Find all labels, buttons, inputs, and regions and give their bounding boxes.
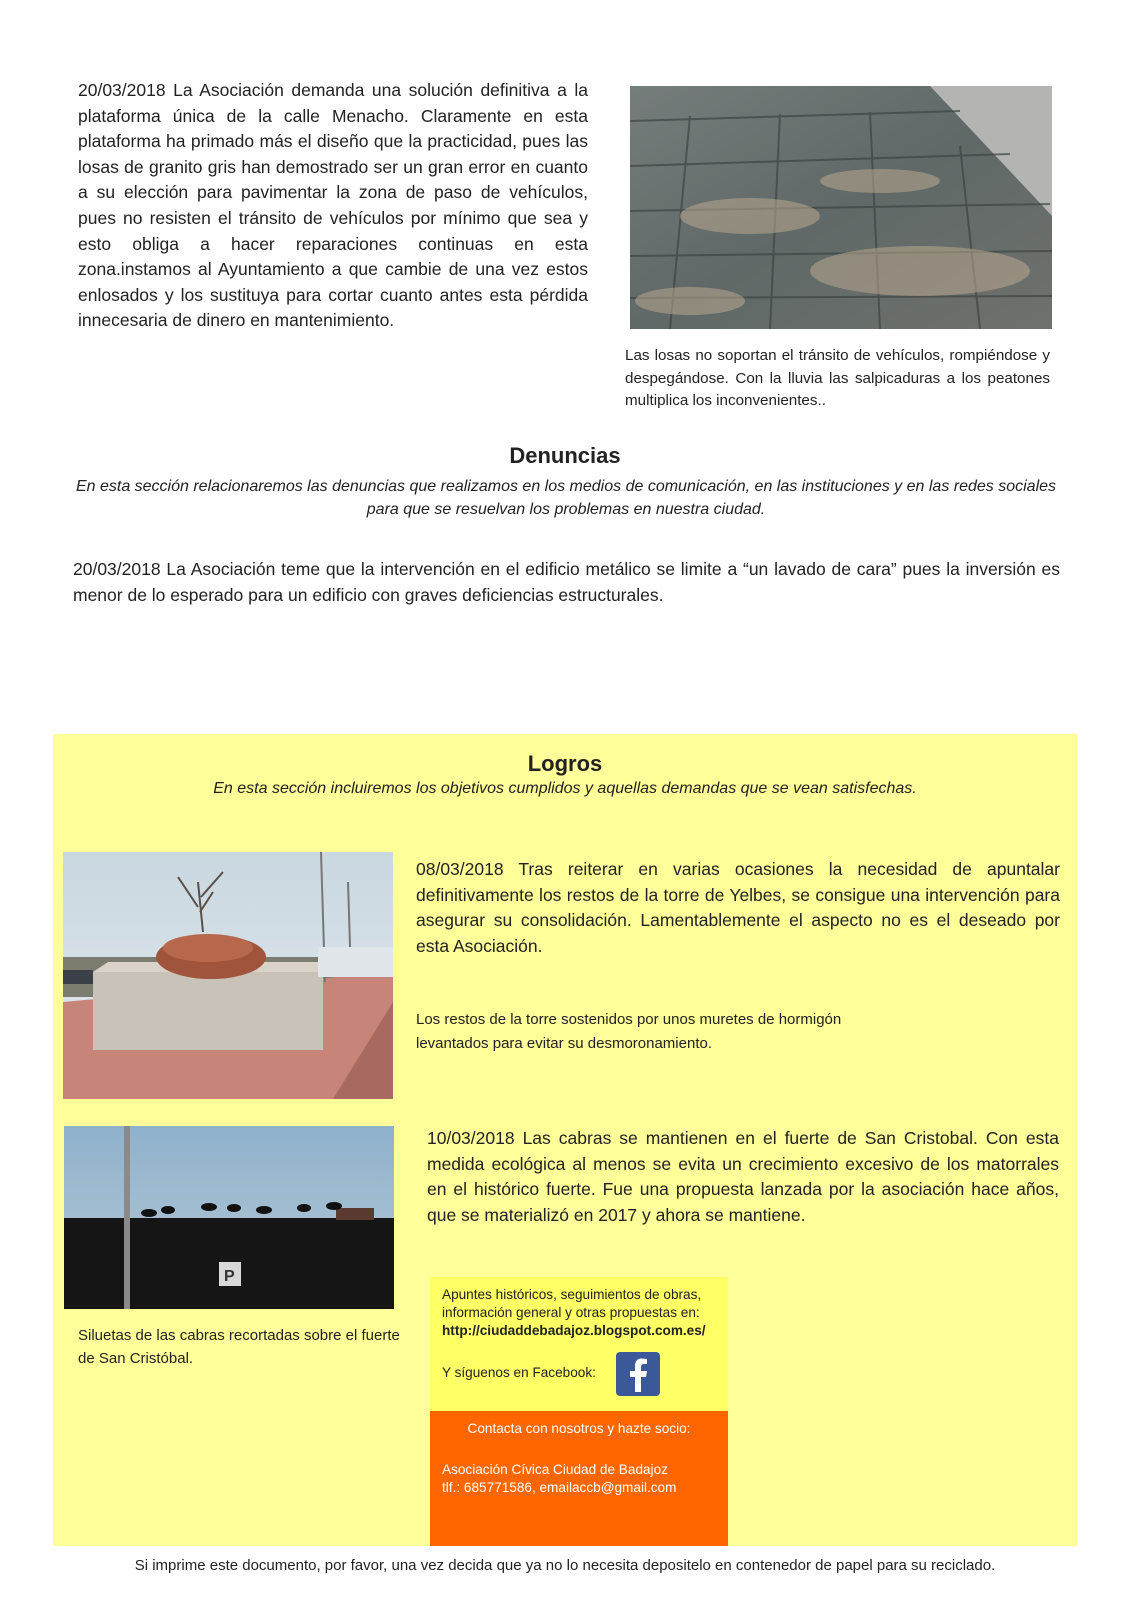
- tower-photo-caption: Los restos de la torre sostenidos por unos muretes de hormigón levantados para evitar su desmoronamiento.: [416, 1011, 842, 1052]
- article-metal-building: 20/03/2018 La Asociación teme que la intervención en el edificio metálico se limite a “un lavado de cara” pues la inversión es menor de lo esperado para un edificio con graves deficiencias estructurales.: [73, 559, 1060, 605]
- facebook-icon[interactable]: [616, 1352, 660, 1396]
- svg-text:P: P: [224, 1268, 235, 1285]
- section-title-denuncias: Denuncias: [509, 443, 621, 468]
- section-intro-denuncias: En esta sección relacionaremos las denuncias que realizamos en los medios de comunicación, en las instituciones y en las redes sociales para que se resuelvan los problemas en nuestra ciudad.: [75, 478, 1057, 518]
- info-box-text: [442, 1286, 732, 1340]
- contact-name: Asociación Cívica Ciudad de Badajoz: [442, 1462, 668, 1477]
- footer-recycle-note: Si imprime este documento, por favor, una vez decida que ya no lo necesita depositelo en contenedor de papel para su reciclado.: [134, 1557, 996, 1574]
- facebook-icon-glyph: [616, 1352, 660, 1396]
- blog-link[interactable]: http://ciudaddebadajoz.blogspot.com.es/: [442, 1323, 706, 1338]
- section-title-logros: Logros: [527, 751, 603, 776]
- tower-photo-image: [63, 852, 393, 1099]
- goats-photo-caption: Siluetas de las cabras recortadas sobre el fuerte de San Cristóbal.: [78, 1327, 400, 1367]
- paving-photo-caption: Las losas no soportan el tránsito de vehículos, rompiéndose y despegándose. Con la lluvia las salpicaduras a los peatones multiplica los inconvenientes..: [625, 347, 1050, 409]
- goats-photo: [64, 1126, 394, 1309]
- article-goats: 10/03/2018 Las cabras se mantienen en el fuerte de San Cristobal. Con esta medida ecológica al menos se evita un crecimiento excesivo de los matorrales en el histórico fuerte. Fue una propuesta lanzada por la asociación hace años, que se materializó en 2017 y ahora se mantiene.: [427, 1128, 1059, 1225]
- paving-photo-image: [630, 86, 1052, 329]
- info-description: Apuntes históricos, seguimientos de obras, información general y otras propuestas en:: [442, 1287, 702, 1320]
- tower-photo: [63, 852, 393, 1099]
- goats-photo-image: [64, 1126, 394, 1309]
- contact-phone-email: tlf.: 685771586, emailaccb@gmail.com: [442, 1480, 677, 1495]
- article-tower: 08/03/2018 Tras reiterar en varias ocasiones la necesidad de apuntalar definitivamente los restos de la torre de Yelbes, se consigue una intervención para asegurar su consolidación. Lamentablemente el aspecto no es el deseado por esta Asociación.: [416, 859, 1060, 956]
- article-paving: 20/03/2018 La Asociación demanda una solución definitiva a la plataforma única de la calle Menacho. Claramente en esta plataforma ha primado más el diseño que la practicidad, pues las losas de granito gris han demostrado ser un gran error en cuanto a su elección para pavimentar la zona de paso de vehículos, pues no resisten el tránsito de vehículos por mínimo que sea y esto obliga a hacer reparaciones continuas en esta zona.instamos al Ayuntamiento a que cambie de una vez estos enlosados y los sustituya para cortar cuanto antes esta pérdida innecesaria de dinero en mantenimiento.: [78, 80, 588, 331]
- facebook-label: Y síguenos en Facebook:: [442, 1365, 596, 1380]
- contact-title: Contacta con nosotros y hazte socio:: [467, 1421, 691, 1436]
- section-intro-logros: En esta sección incluiremos los objetivos cumplidos y aquellas demandas que se vean satisfechas.: [213, 780, 917, 797]
- paving-photo: [630, 86, 1052, 329]
